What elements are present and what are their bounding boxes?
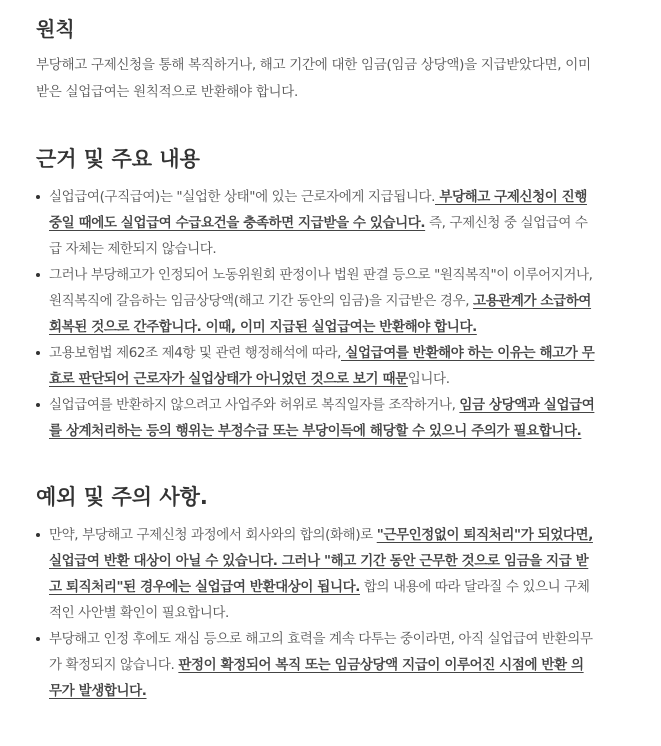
- exceptions-heading: 예외 및 주의 사항.: [36, 485, 208, 509]
- principle-heading: 원칙: [36, 17, 75, 41]
- basis-list: [36, 184, 596, 444]
- item-emphasis: 임금 상당액과 실업급여를 상계처리하는 등의 행위는 부정수급 또는 부당이득에 해당할 수 있으니 주의가 필요합니다.: [49, 397, 595, 439]
- basis-heading: 근거 및 주요 내용: [36, 147, 200, 171]
- item-emphasis: 부당해고 구제신청이 진행 중일 때에도 실업급여 수급요건을 충족하면 지급받을 수 있습니다.: [49, 189, 587, 231]
- document: [36, 12, 596, 704]
- item-text: 부당해고 인정 후에도 재심 등으로 해고의 효력을 계속 다투는 중이라면, 아직 실업급여 반환의무가 확정되지 않습니다.: [49, 631, 593, 673]
- item-emphasis: 실업급여를 반환해야 하는 이유는 해고가 무효로 판단되어 근로자가 실업상태가 아니었던 것으로 보기 때문: [49, 345, 595, 387]
- exceptions-list: [36, 522, 596, 704]
- list-item: [36, 392, 596, 444]
- item-emphasis: 판정이 확정되어 복직 또는 임금상당액 지급이 이루어진 시점에 반환 의무가 발생합니다.: [49, 657, 584, 699]
- principle-body: 부당해고 구제신청을 통해 복직하거나, 해고 기간에 대한 임금(임금 상당액)을 지급받았다면, 이미 받은 실업급여는 원칙적으로 반환해야 합니다.: [36, 57, 591, 100]
- item-text: 만약, 부당해고 구제신청 과정에서 회사와의 합의(화해)로: [49, 527, 377, 543]
- item-text: 입니다.: [407, 371, 450, 387]
- item-text: 실업급여를 반환하지 않으려고 사업주와 허위로 복직일자를 조작하거나,: [49, 397, 460, 413]
- item-text: 실업급여(구직급여)는 "실업한 상태"에 있는 근로자에게 지급됩니다.: [49, 189, 436, 205]
- list-item: [36, 626, 596, 704]
- item-text: 합의 내용에 따라 달라질 수 있으니 구체적인 사안별 확인이 필요합니다.: [49, 579, 590, 621]
- list-item: [36, 340, 596, 392]
- list-item: [36, 522, 596, 626]
- list-item: [36, 184, 596, 262]
- item-text: 즉, 구제신청 중 실업급여 수급 자체는 제한되지 않습니다.: [49, 215, 588, 257]
- item-text: 그러나 부당해고가 인정되어 노동위원회 판정이나 법원 판결 등으로 "원직복직"이 이루어지거나, 원직복직에 갈음하는 임금상당액(해고 기간 동안의 임금)을 지급받은 경우,: [49, 267, 593, 309]
- item-emphasis: 고용관계가 소급하여 회복된 것으로 간주합니다. 이때, 이미 지급된 실업급여는 반환해야 합니다.: [49, 293, 592, 335]
- list-item: [36, 262, 596, 340]
- item-text: 고용보험법 제62조 제4항 및 관련 행정해석에 따라,: [49, 345, 341, 361]
- item-emphasis: "근무인정없이 퇴직처리"가 되었다면, 실업급여 반환 대상이 아닐 수 있습니다. 그러나 "해고 기간 동안 근무한 것으로 임금을 지급 받고 퇴직처리"된 경우에는 실업급여 반환대상이 됩니다.: [49, 527, 593, 595]
